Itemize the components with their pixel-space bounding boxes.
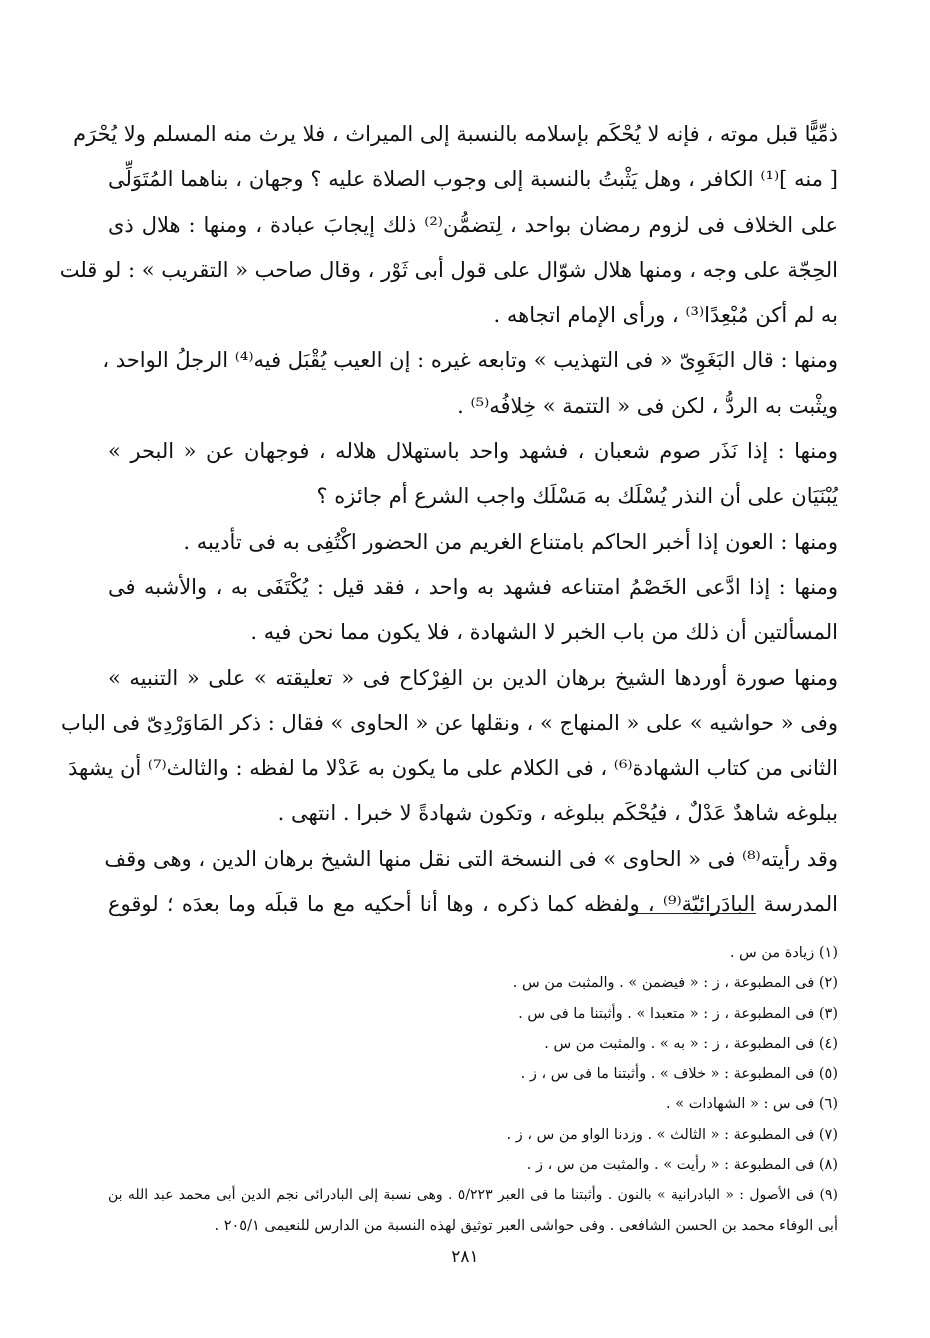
text-line: ببلوغه شاهدٌ عَدْلٌ ، فيُحْكَم ببلوغه ، وتكون شهادةً لا خبرا . انتهى . bbox=[277, 801, 838, 826]
text-line: ومنها : إذا ادَّعى الخَصْمُ امتناعه فشهد به واحد ، فقد قيل : يُكْتَفَى به ، والأشبه فى bbox=[108, 574, 838, 599]
footnote: أبى الوفاء محمد بن الحسن الشافعى . وفى حواشى العبر توثيق لهذه النسبة من الدارس للنعيمى ٢٠٥/١ . bbox=[214, 1217, 838, 1234]
text-line: وقد رأيته⁽⁸⁾ فى « الحاوى » فى النسخة التى نقل منها الشيخ برهان الدين ، وهى وقف bbox=[104, 846, 838, 871]
text-line: على الخلاف فى لزوم رمضان بواحد ، لِتضمُّن⁽²⁾ ذلك إيجابَ عبادة ، ومنها : هلال ذى bbox=[108, 212, 839, 237]
text-line: ومنها صورة أوردها الشيخ برهان الدين بن الفِرْكاح فى « تعليقته » على « التنبيه » bbox=[108, 665, 838, 690]
footnote: (٦) فى س : « الشهادات » . bbox=[666, 1096, 838, 1113]
text-line: الثانى من كتاب الشهادة⁽⁶⁾ ، فى الكلام على ما يكون به عَدْلا ما لفظه : والثالث⁽⁷⁾ أن يشهدَ bbox=[68, 756, 838, 781]
text-line: ويثْبت به الردُّ ، لكن فى « التتمة » خِلافُه⁽⁵⁾ . bbox=[457, 393, 838, 418]
text-line: ومنها : العون إذا أخبر الحاكم بامتناع الغريم من الحضور اكْتُفِى به فى تأديبه . bbox=[183, 529, 838, 554]
text-line: ومنها : قال البَغَوِىّ « فى التهذيب » وتابعه غيره : إن العيب يُقْبَل فيه⁽⁴⁾ الرجلُ الواحد ، bbox=[102, 348, 838, 373]
text-line: ذمِّيًّا قبل موته ، فإنه لا يُحْكَم بإسلامه بالنسبة إلى الميراث ، فلا يرث منه المسلم ولا يُحْرَم bbox=[73, 122, 838, 146]
footnotes bbox=[108, 938, 838, 1241]
text-line: [ منه ]⁽¹⁾ الكافر ، وهل يَثْبتُ بالنسبة إلى وجوب الصلاة عليه ؟ وجهان ، بناهما المُتَوَلِّى bbox=[108, 167, 838, 192]
text-line: وفى « حواشيه » على « المنهاج » ، ونقلها عن « الحاوى » فقال : ذكر المَاوَرْدِىّ فى الباب bbox=[61, 710, 838, 735]
footnote: (١) زيادة من س . bbox=[729, 945, 838, 961]
footnote: (٨) فى المطبوعة : « رأيت » . والمثبت من س ، ز . bbox=[526, 1157, 838, 1174]
text-line: الحِجّة على وجه ، ومنها هلال شوّال على قول أبى ثَوْر ، وقال صاحب « التقريب » : لو قلت bbox=[59, 257, 838, 282]
footnote: (٧) فى المطبوعة : « الثالث » . وزدنا الواو من س ، ز . bbox=[506, 1126, 838, 1143]
footnote: (٢) فى المطبوعة ، ز : « فيضمن » . والمثبت من س . bbox=[512, 975, 838, 992]
page-number: ٢٨١ bbox=[451, 1247, 479, 1267]
text-line: المدرسة البادَرائيّة⁽⁹⁾ ، ولفظه كما ذكره ، وها أنا أحكيه مع ما قبلَه وما بعدَه ؛ لوقوع bbox=[108, 892, 838, 917]
text-line: يُبْنَيَان على أن النذر يُسْلَك به مَسْلَك واجب الشرع أم جائزه ؟ bbox=[316, 484, 838, 509]
text-line: ومنها : إذا نَذَر صوم شعبان ، فشهد واحد باستهلال هلاله ، فوجهان عن « البحر » bbox=[108, 439, 838, 464]
footnote: (٣) فى المطبوعة ، ز : « متعبدا » . وأثبتنا ما فى س . bbox=[518, 1005, 838, 1022]
main-text bbox=[59, 112, 839, 927]
text-line: المسألتين أن ذلك من باب الخبر لا الشهادة ، فلا يكون مما نحن فيه . bbox=[250, 620, 838, 645]
text-line: به لم أكن مُبْعِدًا⁽³⁾ ، ورأى الإمام اتجاهه . bbox=[493, 303, 838, 328]
footnote: (٤) فى المطبوعة ، ز : « به » . والمثبت من س . bbox=[544, 1035, 838, 1052]
footnote: (٥) فى المطبوعة : « خلاف » . وأثبتنا ما فى س ، ز . bbox=[520, 1066, 838, 1083]
footnote-divider bbox=[628, 913, 756, 914]
footnote: (٩) فى الأصول : « البادرانية » بالنون . وأثبتنا ما فى العبر ٥/٢٢٣ . وهى نسبة إلى البادرائى نجم الدين أبى محمد عبد الله بن bbox=[108, 1187, 838, 1204]
